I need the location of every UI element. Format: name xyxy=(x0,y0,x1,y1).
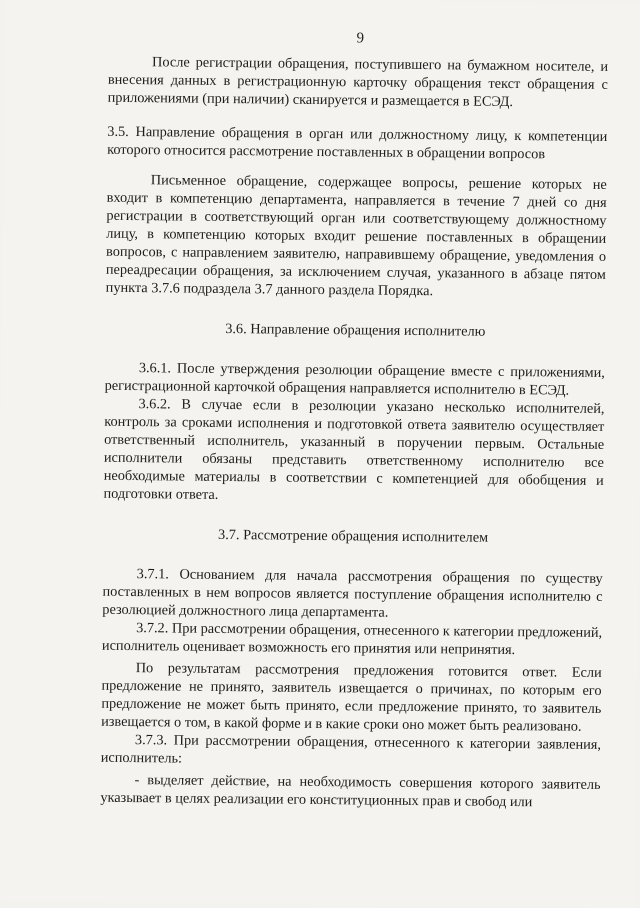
section-3-5-text: Письменное обращение, содержащее вопросы, решение которых не входит в компетенцию департамента, направляется в течение 7 дней со дня регистрации в соответствующий орган или соответствующему должностному лицу, в компетенцию которых входит решение поставленных в обращении вопросов, с направлением заявителю, направившему обращение, уведомления о переадресации обращения, за исключением случая, указанного в абзаце пятом пункта 3.7.6 подраздела 3.7 данного раздела Порядка. xyxy=(105,172,607,300)
page-number: 9 xyxy=(356,30,365,47)
section-3-7-3: 3.7.3. При рассмотрении обращения, отнесенного к категории заявления, исполнитель: xyxy=(100,732,602,767)
paragraph-registration: После регистрации обращения, поступившего на бумажном носителе, и внесения данных в регистрационную карточку обращения текст обращения с приложениями (при наличии) сканируется и размещается в ЕСЭД. xyxy=(107,54,609,111)
section-3-6-2: 3.6.2. В случае если в резолюции указано несколько исполнителей, контроль за сроками исполнения и подготовкой ответа заявителю осуществляет ответственный исполнитель, указанный в поручении первым. Остальные исполнители обязаны представить ответственному исполнителю все необходимые материалы в соответствии с компетенцией для обобщения и подготовки ответа. xyxy=(103,396,605,503)
section-3-7-1: 3.7.1. Основанием для начала рассмотрения обращения по существу поставленных в нем вопросов является поступление обращения исполнителю с резолюцией должностного лица департамента. xyxy=(102,566,603,621)
section-3-6-1: 3.6.1. После утверждения резолюции обращение вместе с приложениями, регистрационной карточкой обращения направляется исполнителю в ЕСЭД. xyxy=(104,360,605,399)
section-3-7-heading: 3.7. Рассмотрение обращения исполнителем xyxy=(218,526,489,546)
section-3-6-heading: 3.6. Направление обращения исполнителю xyxy=(225,321,486,340)
section-3-7-3-item: - выделяет действие, на необходимость совершения которого заявитель указывает в целях реализации его конституционных прав и свобод или xyxy=(100,772,601,811)
section-3-7-2-result: По результатам рассмотрения предложения готовится ответ. Если предложение не принято, заявитель извещается о причинах, по которым его предложение не может быть принято, если предложение принято, то заявитель извещается о том, в какой форме и в какие сроки оно может быть реализовано. xyxy=(101,660,602,735)
section-3-5-heading: 3.5. Направление обращения в орган или должностному лицу, к компетенции которого относится рассмотрение поставленных в обращении вопросов xyxy=(107,123,608,163)
section-3-7-2: 3.7.2. При рассмотрении обращения, отнесенного к категории предложений, исполнитель оценивает возможность его принятия или непринятия. xyxy=(101,620,603,659)
